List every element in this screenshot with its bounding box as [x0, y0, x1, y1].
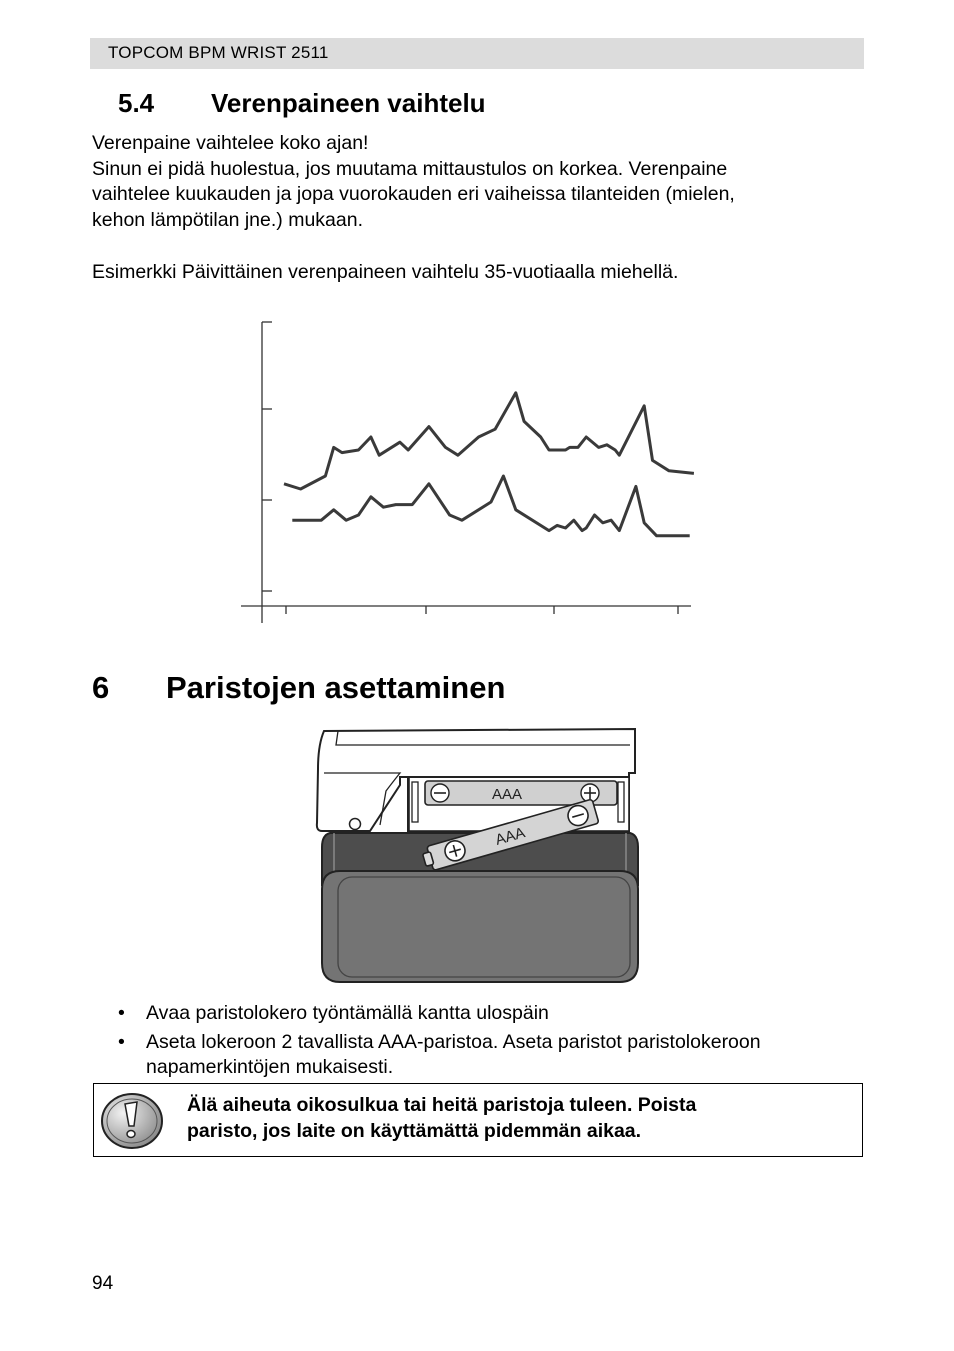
intro-line-4: kehon lämpötilan jne.) mukaan.: [92, 208, 363, 231]
bullet-icon: •: [118, 1031, 125, 1053]
warning-line-2: paristo, jos laite on käyttämättä pidemmän aikaa.: [187, 1120, 642, 1142]
intro-line-3: vaihtelee kuukauden ja jopa vuorokauden eri vaiheissa tilanteiden (mielen,: [92, 183, 735, 205]
example-caption: Esimerkki Päivittäinen verenpaineen vaihtelu 35-vuotiaalla miehellä.: [92, 261, 679, 283]
diastolic-series-line: [292, 476, 689, 536]
list-item-text: Aseta lokeroon 2 tavallista AAA-paristoa. Aseta paristot paristolokeroon napamerkintöjen mukaisesti.: [146, 1031, 761, 1078]
warning-box: [93, 1083, 863, 1157]
page-number: 94: [92, 1273, 114, 1294]
section-6-heading: [92, 670, 505, 706]
battery-compartment-illustration: [300, 725, 645, 990]
warning-text: [187, 1092, 847, 1144]
intro-line-2: Sinun ei pidä huolestua, jos muutama mittaustulos on korkea. Verenpaine: [92, 157, 728, 180]
warning-exclamation-icon: [100, 1092, 164, 1150]
systolic-series-line: [284, 393, 694, 489]
battery-label-loose: AAA: [493, 824, 527, 849]
battery-label-top: AAA: [492, 786, 523, 803]
bullet-icon: •: [118, 1002, 125, 1024]
chart-series: [284, 393, 694, 536]
intro-line-1: Verenpaine vaihtelee koko ajan!: [92, 132, 369, 154]
section-title: Verenpaineen vaihtelu: [211, 88, 486, 118]
warning-line-1: Älä aiheuta oikosulkua tai heitä paristoja tuleen. Poista: [187, 1094, 697, 1116]
section-number: 6: [92, 670, 110, 705]
list-item-text: Avaa paristolokero työntämällä kantta ulospäin: [146, 1002, 549, 1024]
section-title: Paristojen asettaminen: [166, 670, 506, 705]
header-title: TOPCOM BPM WRIST 2511: [108, 43, 329, 62]
list-item: [118, 1030, 878, 1080]
instruction-list: [118, 1001, 878, 1084]
blood-pressure-chart: [0, 0, 954, 660]
chart-axes: [241, 322, 691, 623]
list-item: [118, 1001, 878, 1026]
section-number: 5.4: [118, 88, 155, 118]
